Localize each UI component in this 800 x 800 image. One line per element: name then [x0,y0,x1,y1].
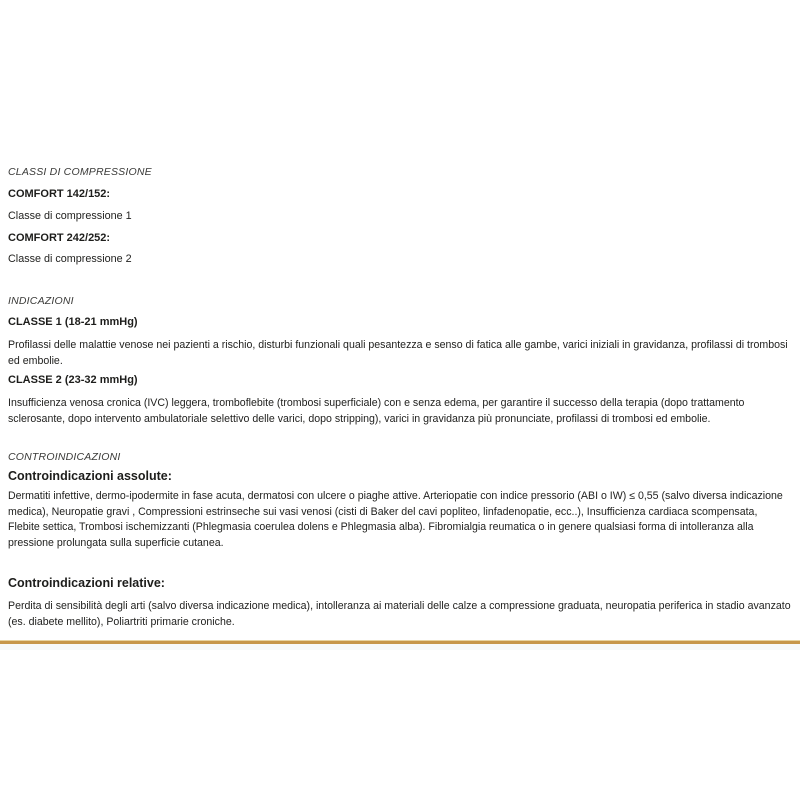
divider-shadow [0,644,800,650]
paragraph-classe-1: Profilassi delle malattie venose nei pazienti a rischio, disturbi funzionali quali pesantezza e senso di fatica alle gambe, varici iniziali in gravidanza, profilassi di trombosi ed embolie. [8,339,788,367]
paragraph-controindicazioni-assolute: Dermatiti infettive, dermo-ipodermite in fase acuta, dermatosi con ulcere o piaghe attive. Arteriopatie con indice pressorio (ABI o IW) ≤ 0,55 (salvo diversa indicazione medica), Neuropatie gravi , Compressioni estrinseche sui vasi venosi (cisti di Baker del cavi popliteo, linfadenopatie, ecc..), Insufficienza cardiaca scompensata, Flebite settica, Trombosi ischemizzanti (Phlegmasia coerulea dolens e Phlegmasia alba). Fibromialgia reumatica o in genere qualsiasi forma di intolleranza alla pressione prolungata sulla superficie cutanea. [8,490,783,549]
body-classe-compressione-2: Classe di compressione 2 [8,252,132,265]
subheading-comfort-242-252: COMFORT 242/252: [8,231,111,244]
subheading-classe-2: CLASSE 2 (23-32 mmHg) [8,374,138,386]
section-heading-indicazioni: INDICAZIONI [8,295,74,307]
section-heading-controindicazioni: CONTROINDICAZIONI [8,451,121,463]
subheading-comfort-142-152: COMFORT 142/152: [8,188,111,200]
subheading-controindicazioni-relative: Controindicazioni relative: [8,576,165,590]
section-heading-classi-di-compressione: CLASSI DI COMPRESSIONE [8,166,152,178]
subheading-controindicazioni-assolute: Controindicazioni assolute: [8,469,172,483]
body-classe-compressione-1: Classe di compressione 1 [8,210,132,222]
paragraph-controindicazioni-relative: Perdita di sensibilità degli arti (salvo diversa indicazione medica), intolleranza ai materiali delle calze a compressione graduata, neuropatia periferica in stadio avanzato (es. diabete mellito), Poliartriti primarie croniche. [8,600,791,628]
subheading-classe-1: CLASSE 1 (18-21 mmHg) [8,316,138,328]
document-content [8,0,792,630]
paragraph-classe-2: Insufficienza venosa cronica (IVC) leggera, tromboflebite (trombosi superficiale) con e senza edema, per garantire il successo della terapia (dopo trattamento sclerosante, dopo intervento ambulatoriale selettivo delle varici, dopo stripping), varici in gravidanza più pronunciate, profilassi di trombosi ed embolie. [8,397,745,425]
